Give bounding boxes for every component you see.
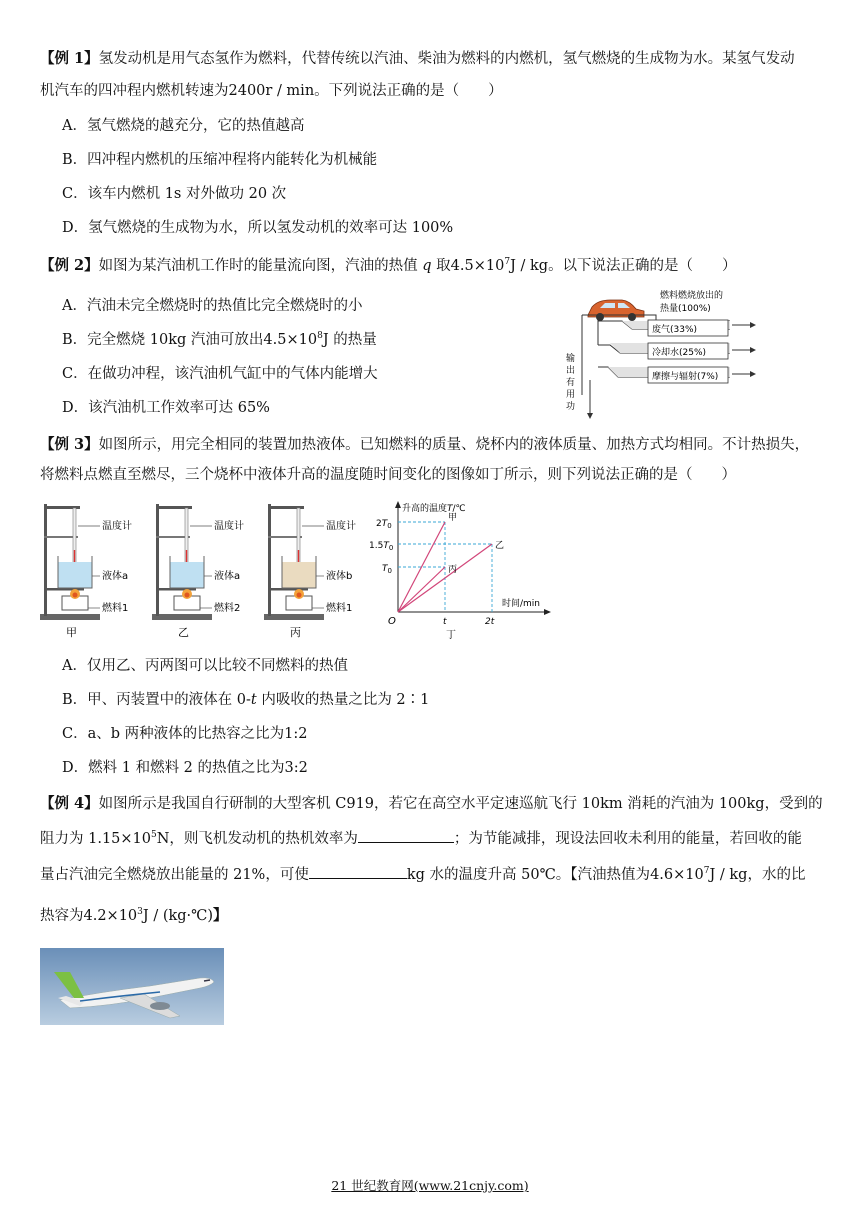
origin-label: O — [388, 616, 396, 627]
series-label-jia: 甲 — [448, 513, 458, 523]
ex2-tag: 【例 2】 — [40, 257, 99, 274]
output-label-char: 有 — [566, 378, 576, 388]
ex4-stem-line1: 【例 4】如图所示是我国自行研制的大型客机 C919，若它在高空水平定速巡航飞行 10km 消耗的汽油为 100kg，受到的 — [40, 795, 823, 812]
output-label-char: 输 — [566, 354, 576, 364]
liquid-label: 液体a — [214, 571, 241, 582]
ex4-stem-line4: 热容为$4.2\times 10^3J$ / (kg·℃)】 — [40, 907, 228, 924]
ex4-stem-line2: 阻力为 $1.15\times 10^5N$，则飞机发动机的热机效率为 ；为节能减排，现设法回收未利用的能量，若回收的能 — [40, 828, 802, 849]
y-tick-1.5T0: $1.5T_0$ — [369, 541, 394, 552]
ex1-tag: 【例 1】 — [40, 50, 99, 67]
ex1-stem-line1: 【例 1】氢发动机是用气态氢作为燃料，代替传统以汽油、柴油为燃料的内燃机，氢气燃烧的生成物为水。某氢气发动 — [40, 50, 795, 67]
efficiency-answer-blank[interactable] — [358, 828, 454, 843]
thermometer-label: 温度计 — [102, 521, 132, 532]
source-label-line1: 燃料燃烧放出的 — [660, 291, 724, 301]
setup-name: 甲 — [66, 626, 77, 639]
ex3-stem-line1: 【例 3】如图所示，用完全相同的装置加热液体。已知燃料的质量、烧杯内的液体质量、加热方式均相同。不计热损失， — [40, 436, 810, 453]
ex3-option-b[interactable]: B．甲、丙装置中的液体在 0-t 内吸收的热量之比为 2∶1 — [62, 692, 430, 708]
ex3-option-c[interactable]: C．a、b 两种液体的比热容之比为1:2 — [62, 726, 308, 742]
output-label-char: 功 — [566, 402, 576, 412]
ex4-stem-line3: 量占汽油完全燃烧放出能量的 21%，可使 kg 水的温度升高 50℃。【汽油热值为$4.6\times 10^7J$ / kg，水的比 — [40, 864, 805, 885]
ex2-option-c[interactable]: C．在做功冲程，该汽油机气缸中的气体内能增大 — [62, 366, 378, 382]
ex3-tag: 【例 3】 — [40, 436, 99, 453]
footer-watermark: 21 世纪教育网(www.21cnjy.com) — [331, 1178, 529, 1193]
ex4-tag: 【例 4】 — [40, 795, 99, 812]
x-axis-label: 时间/min — [502, 599, 541, 609]
loss-friction-label: 摩擦与辐射(7%) — [652, 372, 719, 382]
series-line-bing — [398, 567, 445, 612]
ex1-option-a[interactable]: A．氢气燃烧的越充分，它的热值越高 — [62, 118, 305, 134]
setup-name: 乙 — [178, 626, 189, 639]
x-tick-t: t — [443, 617, 447, 627]
ex2-option-a[interactable]: A．汽油未完全燃烧时的热值比完全燃烧时的小 — [62, 298, 363, 314]
y-axis-label: 升高的温度T/℃ — [402, 504, 466, 514]
fuel-label: 燃料1 — [102, 603, 129, 614]
source-label-line2: 热量(100%) — [660, 304, 711, 314]
apparatus-setup — [40, 504, 132, 639]
ex3-stem-line2: 将燃料点燃直至燃尽，三个烧杯中液体升高的温度随时间变化的图像如丁所示，则下列说法正确的是（ ） — [40, 467, 736, 483]
series-label-bing: 丙 — [448, 565, 458, 575]
output-label-char: 用 — [566, 390, 576, 400]
water-mass-answer-blank[interactable] — [309, 864, 407, 879]
series-label-yi: 乙 — [495, 541, 505, 551]
apparatus-setup — [152, 504, 244, 639]
apparatus-setup — [264, 504, 356, 639]
loss-coolant-label: 冷却水(25%) — [652, 348, 707, 358]
ex3-option-d[interactable]: D．燃料 1 和燃料 2 的热值之比为3:2 — [62, 760, 308, 776]
ex1-option-c[interactable]: C．该车内燃机 1s 对外做功 20 次 — [62, 186, 287, 202]
ex2-option-d[interactable]: D．该汽油机工作效率可达 65% — [62, 400, 270, 416]
y-tick-T0: $T_0$ — [382, 564, 392, 575]
ex1-stem-line2: 机汽车的四冲程内燃机转速为2400r / min。下列说法正确的是（ ） — [40, 83, 503, 99]
energy-flow-diagram — [560, 285, 760, 425]
y-tick-2T0: $2T_0$ — [376, 519, 392, 530]
car-icon — [588, 300, 644, 321]
ex2-stem: 【例 2】如图为某汽油机工作时的能量流向图，汽油的热值 q 取$4.5\times 10^7J$ / kg。以下说法正确的是（ ） — [40, 257, 737, 274]
temperature-time-graph — [366, 496, 556, 642]
liquid-label: 液体a — [102, 571, 129, 582]
ex3-option-a[interactable]: A．仅用乙、丙两图可以比较不同燃料的热值 — [62, 658, 348, 674]
output-label-char: 出 — [566, 366, 576, 376]
fuel-label: 燃料1 — [326, 603, 353, 614]
ex2-option-b[interactable]: B．完全燃烧 10kg 汽油可放出$4.5\times 10^8J$ 的热量 — [62, 331, 377, 348]
thermometer-label: 温度计 — [214, 521, 244, 532]
c919-airplane-photo — [40, 948, 224, 1025]
apparatus-figures — [38, 496, 378, 642]
ex1-option-d[interactable]: D．氢气燃烧的生成物为水，所以氢发动机的效率可达 100% — [62, 220, 454, 236]
thermometer-label: 温度计 — [326, 521, 356, 532]
graph-name: 丁 — [446, 630, 456, 641]
loss-exhaust-label: 废气(33%) — [652, 325, 698, 335]
x-tick-2t: 2t — [485, 617, 495, 627]
ex1-option-b[interactable]: B．四冲程内燃机的压缩冲程将内能转化为机械能 — [62, 152, 378, 168]
liquid-label: 液体b — [326, 571, 353, 582]
fuel-label: 燃料2 — [214, 603, 241, 614]
ex1-speed: 2400r / min — [228, 83, 315, 99]
setup-name: 丙 — [290, 626, 301, 639]
